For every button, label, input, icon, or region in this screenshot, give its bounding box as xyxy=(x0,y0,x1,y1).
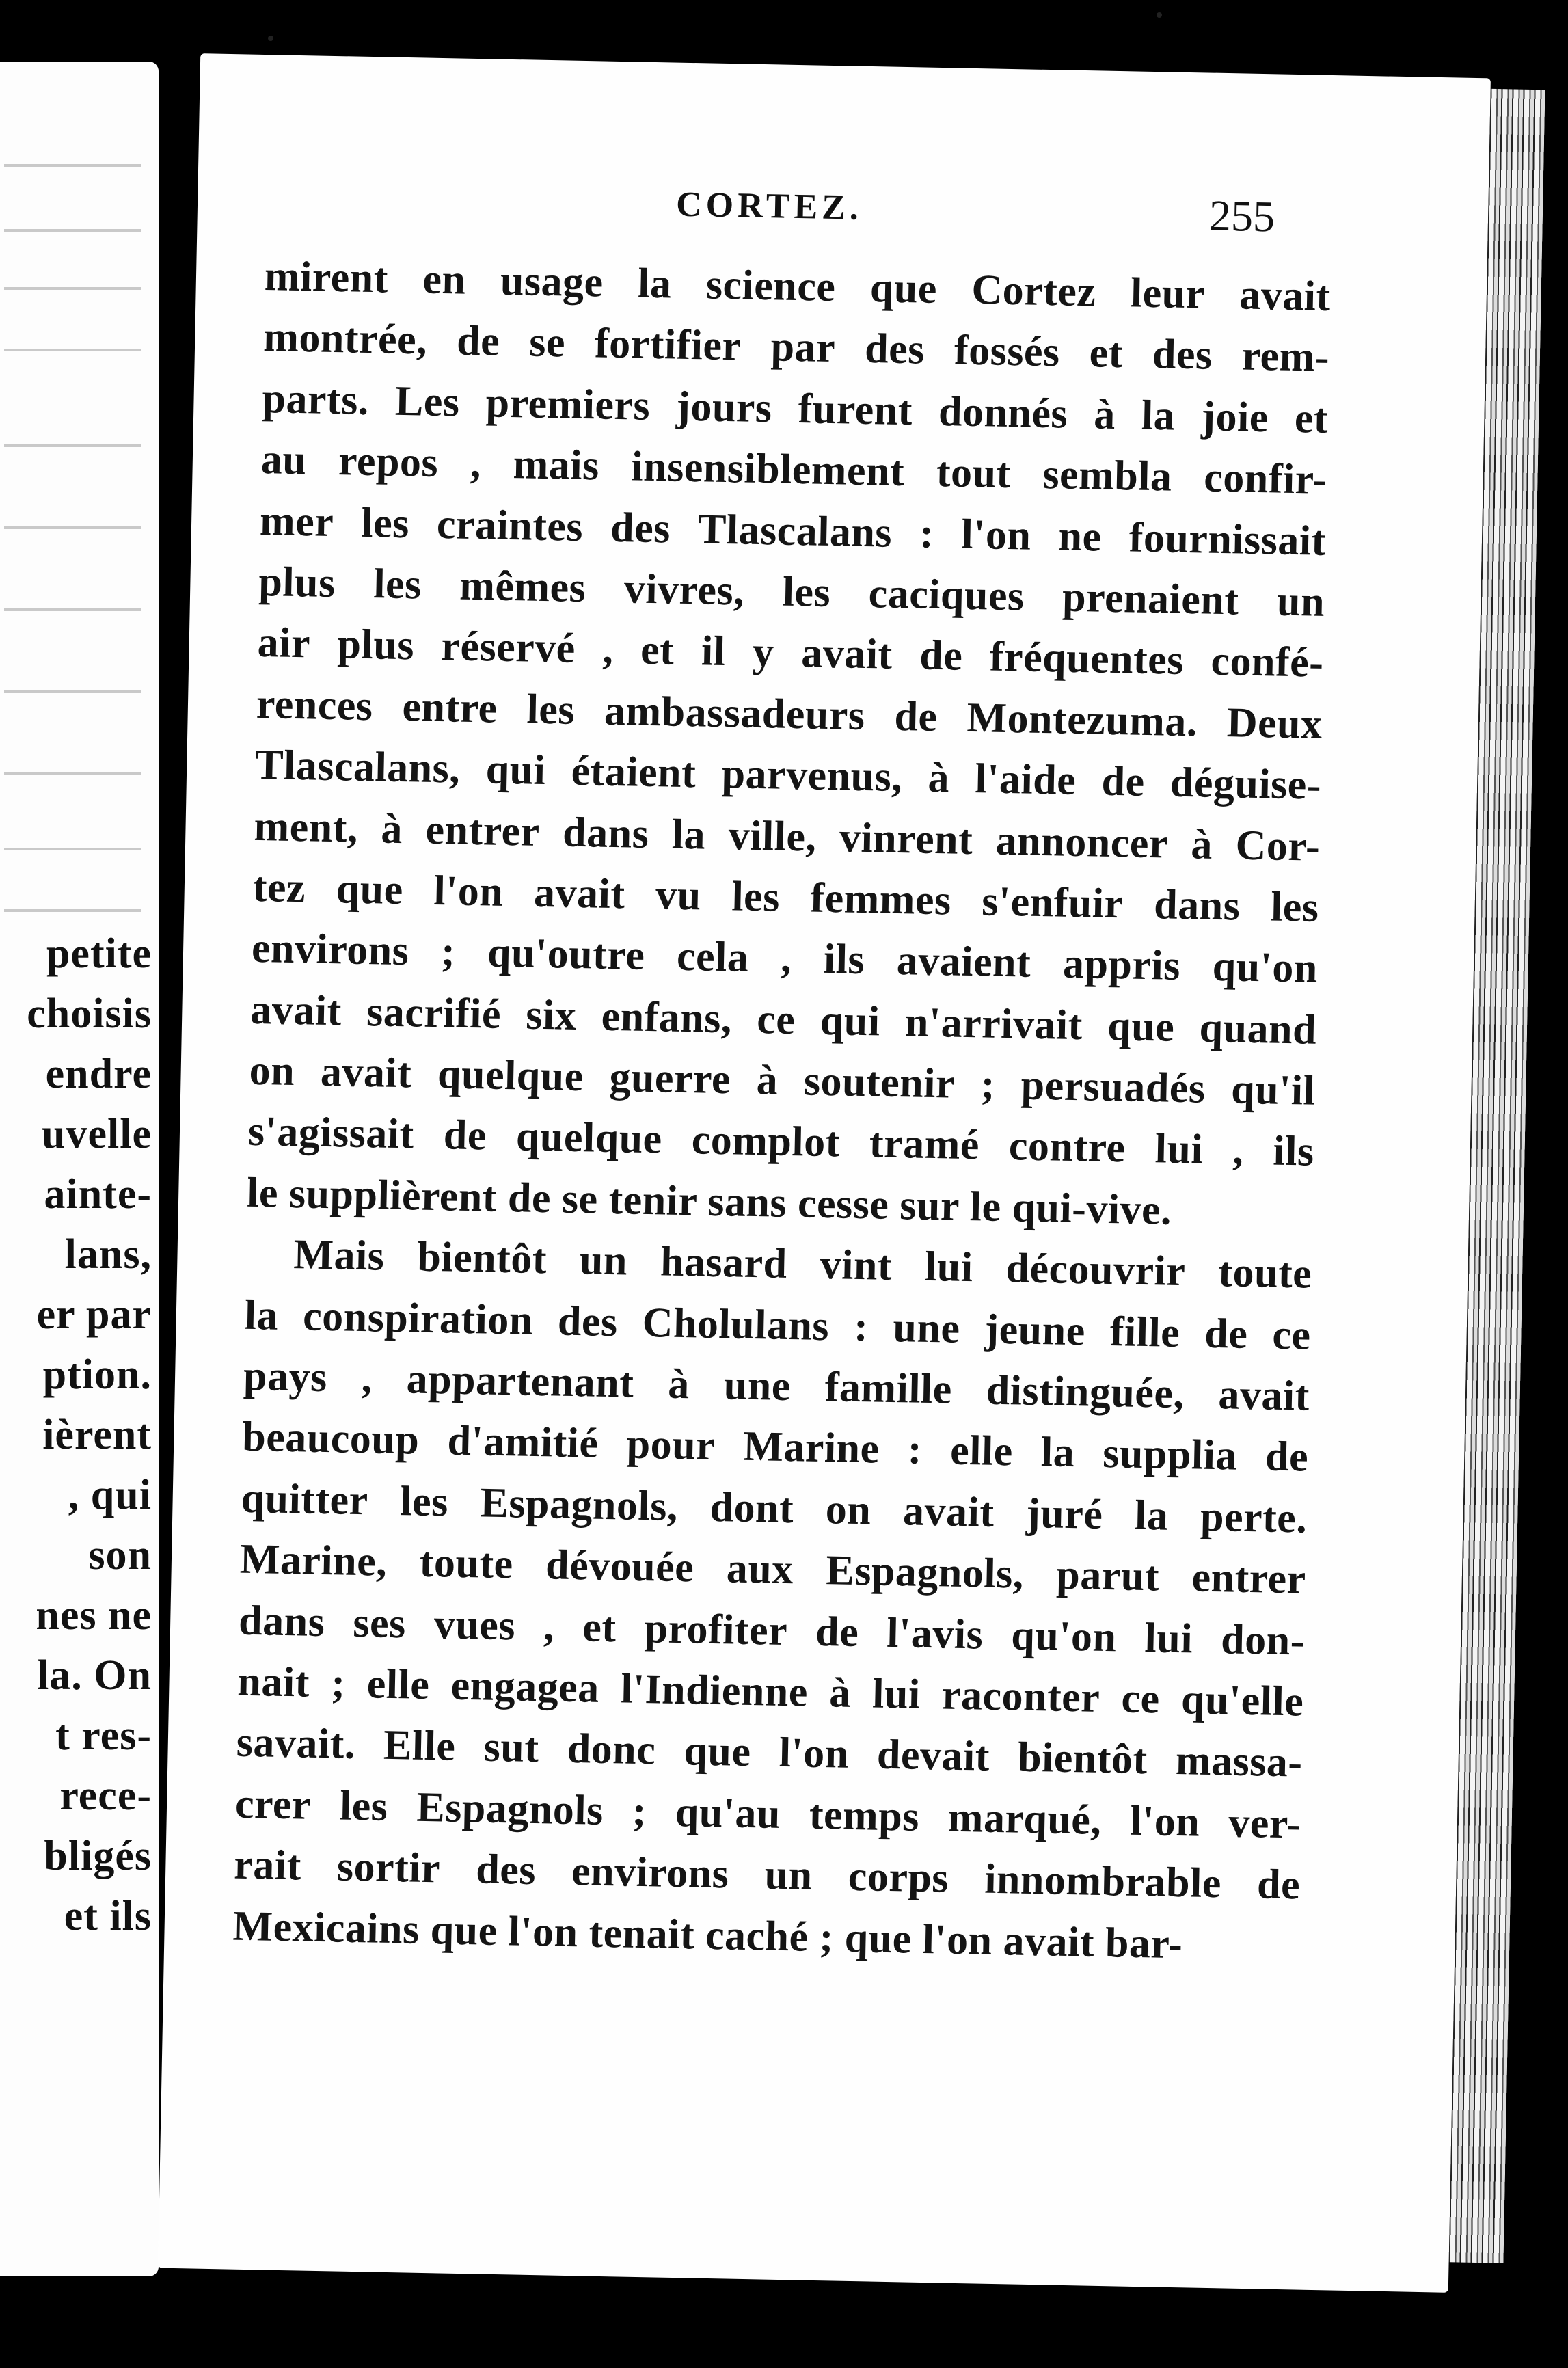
left-page-line: rece- xyxy=(59,1773,152,1819)
faint-line xyxy=(4,608,141,611)
body-line: au repos , mais insensiblement tout sembla confir- xyxy=(260,436,1328,504)
left-page-line: son xyxy=(88,1532,152,1578)
left-page-line: lans, xyxy=(64,1231,152,1278)
left-page-line: t res- xyxy=(55,1712,152,1759)
body-line: environs ; qu'outre cela , ils avaient appris qu'on xyxy=(251,925,1319,993)
left-page-line: er par xyxy=(36,1291,152,1338)
body-line: pays , appartenant à une famille distinguée, avait xyxy=(243,1352,1310,1420)
faint-line xyxy=(4,690,141,693)
body-line: rences entre les ambassadeurs de Montezuma. Deux xyxy=(256,680,1323,748)
faint-line xyxy=(4,349,141,351)
body-line: tez que l'on avait vu les femmes s'enfuir dans les xyxy=(252,863,1320,931)
body-line: Marine, toute dévouée aux Espagnols, parut entrer xyxy=(239,1535,1307,1603)
left-page-line: nes ne xyxy=(36,1592,152,1639)
body-line: air plus réservé , et il y avait de fréquentes confé- xyxy=(257,619,1325,687)
left-page-line: et ils xyxy=(64,1893,152,1939)
left-page-line: endre xyxy=(45,1051,152,1097)
body-line: montrée, de se fortifier par des fossés et des rem- xyxy=(262,314,1330,381)
faint-line xyxy=(4,772,141,775)
body-line: plus les mêmes vivres, les caciques prenaient un xyxy=(258,558,1325,625)
body-line: Mexicains que l'on tenait caché ; que l'on avait bar- xyxy=(232,1902,1183,1967)
body-line: Tlascalans, qui étaient parvenus, à l'aide de déguise- xyxy=(254,742,1322,809)
left-page-line: , qui xyxy=(68,1472,152,1518)
left-page-line: bligés xyxy=(44,1833,152,1879)
previous-page-fragment xyxy=(0,62,159,2276)
left-page-line: uvelle xyxy=(42,1111,152,1157)
speck xyxy=(1157,12,1162,18)
book-page xyxy=(158,53,1491,2293)
faint-line xyxy=(4,229,141,232)
faint-line xyxy=(4,909,141,912)
body-line: ment, à entrer dans la ville, vinrent annoncer à Cor- xyxy=(253,803,1321,870)
faint-line xyxy=(4,444,141,447)
left-page-line: petite xyxy=(46,930,152,977)
faint-line xyxy=(4,848,141,850)
body-line: crer les Espagnols ; qu'au temps marqué, l'on ver- xyxy=(234,1780,1302,1848)
body-line: le supplièrent de se tenir sans cesse sur le qui-vive. xyxy=(246,1169,1172,1234)
left-page-line: ption. xyxy=(42,1351,152,1398)
body-line: rait sortir des environs un corps innombrable de xyxy=(233,1841,1301,1909)
body-line: dans ses vues , et profiter de l'avis qu'on lui don- xyxy=(238,1597,1306,1665)
body-line: mirent en usage la science que Cortez leur avait xyxy=(264,253,1332,320)
body-line: beaucoup d'amitié pour Marine : elle la supplia de xyxy=(241,1414,1309,1481)
body-line: avait sacrifié six enfans, ce qui n'arrivait que quand xyxy=(249,986,1317,1053)
body-line: mer les craintes des Tlascalans : l'on ne fournissait xyxy=(259,497,1327,565)
body-line: parts. Les premiers jours furent donnés à la joie et xyxy=(261,375,1329,442)
body-line: quitter les Espagnols, dont on avait juré la perte. xyxy=(241,1475,1308,1542)
body-line: s'agissait de quelque complot tramé contre lui , ils xyxy=(247,1108,1315,1176)
body-line: on avait quelque guerre à soutenir ; persuadés qu'il xyxy=(249,1047,1316,1114)
running-head: CORTEZ. xyxy=(675,185,863,228)
left-page-line: la. On xyxy=(37,1652,152,1699)
page-number: 255 xyxy=(1208,191,1275,241)
faint-line xyxy=(4,164,141,167)
left-page-line: choisis xyxy=(27,991,152,1037)
faint-line xyxy=(4,526,141,529)
speck xyxy=(268,36,273,41)
body-text xyxy=(232,246,1332,1977)
left-page-line: ièrent xyxy=(42,1412,152,1458)
left-page-line: ainte- xyxy=(44,1171,152,1217)
body-line: Mais bientôt un hasard vint lui découvrir toute xyxy=(293,1231,1312,1297)
body-line: nait ; elle engagea l'Indienne à lui raconter ce qu'elle xyxy=(236,1658,1304,1725)
faint-line xyxy=(4,287,141,290)
body-line: savait. Elle sut donc que l'on devait bientôt massa- xyxy=(236,1719,1303,1786)
body-line: la conspiration des Cholulans : une jeune fille de ce xyxy=(244,1291,1312,1359)
